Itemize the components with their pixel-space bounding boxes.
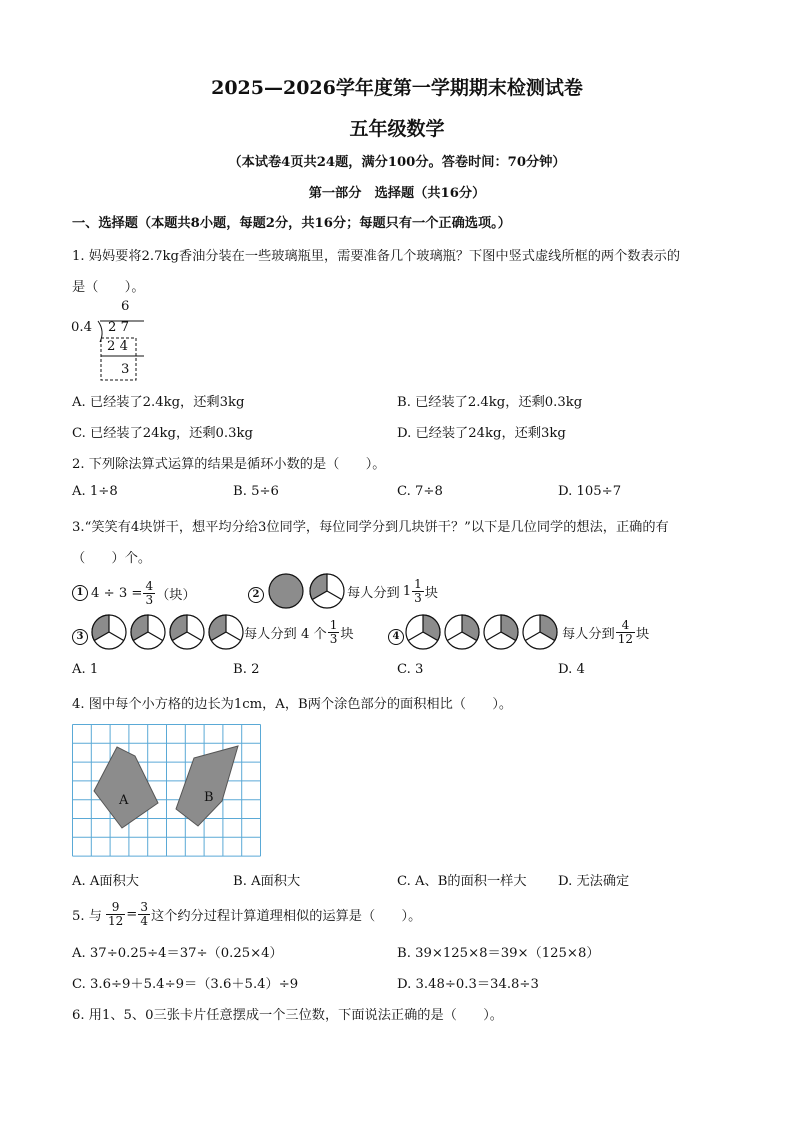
idea-1: [72, 576, 196, 610]
part-heading: 第一部分 选择题（共16分）: [308, 186, 486, 201]
q5-option-b[interactable]: B. 39×125×8＝39×（125×8）: [397, 946, 600, 961]
q3-option-c[interactable]: C. 3: [397, 662, 424, 677]
q2-stem: 2. 下列除法算式运算的结果是循环小数的是（ ）。: [72, 457, 386, 472]
q3-stem-line2: （ ）个。: [72, 551, 152, 566]
division-remainder: 3: [121, 362, 130, 377]
q5-option-d[interactable]: D. 3.48÷0.3＝34.8÷3: [397, 977, 539, 992]
pie-third: [308, 573, 348, 613]
q2-option-d[interactable]: D. 105÷7: [558, 484, 622, 499]
q5-stem: 5. 与 $\frac{9}{12}$ = $\frac{3}{4}$ 这个约分过程计算道理相似的运算是（ ）。: [72, 899, 422, 928]
idea-1-fraction: $\frac{4}{3}$: [145, 578, 154, 607]
shape-a-label: A: [119, 793, 129, 808]
q6-stem: 6. 用1、5、0三张卡片任意摆成一个三位数，下面说法正确的是（ ）。: [72, 1008, 503, 1023]
q1-option-d[interactable]: D. 已经装了24kg，还剩3kg: [397, 426, 566, 441]
q3-option-a[interactable]: A. 1: [72, 662, 99, 677]
idea-3-text: 每人分到 4 个 $\frac{1}{3}$ 块: [244, 617, 354, 646]
q2-option-c[interactable]: C. 7÷8: [397, 484, 443, 499]
q1-option-c[interactable]: C. 已经装了24kg，还剩0.3kg: [72, 426, 253, 441]
idea-4-pies: [404, 614, 564, 654]
idea-2-text: 每人分到 1 $\frac{1}{3}$ 块: [347, 576, 438, 605]
division-divisor: 0.4: [71, 320, 92, 335]
q3-option-d[interactable]: D. 4: [558, 662, 585, 677]
q5-option-c[interactable]: C. 3.6÷9＋5.4÷9＝（3.6＋5.4）÷9: [72, 977, 299, 992]
q2-option-a[interactable]: A. 1÷8: [72, 484, 118, 499]
long-division-figure: [70, 296, 160, 386]
idea-1-expression: 4 ÷ 3 =: [91, 585, 143, 601]
idea-1-number: 1: [72, 585, 88, 601]
whole-circle: [267, 573, 307, 613]
idea-4-number: 4: [388, 629, 404, 645]
q4-option-d[interactable]: D. 无法确定: [558, 874, 630, 889]
idea-3-number: 3: [72, 629, 88, 645]
exam-subtitle: 五年级数学: [349, 118, 445, 140]
q2-option-b[interactable]: B. 5÷6: [233, 484, 279, 499]
q3-stem-line1: 3.“笑笑有4块饼干，想平均分给3位同学，每位同学分到几块饼干？”以下是几位同学的想法，正确的有: [72, 520, 669, 535]
q1-option-a[interactable]: A. 已经装了2.4kg，还剩3kg: [72, 395, 245, 410]
division-quotient: 6: [121, 299, 130, 314]
q3-option-b[interactable]: B. 2: [233, 662, 260, 677]
q4-option-c[interactable]: C. A、B的面积一样大: [397, 874, 527, 889]
section-heading: 一、选择题（本题共8小题，每题2分，共16分；每题只有一个正确选项。）: [72, 216, 511, 231]
idea-4-text: 每人分到 $\frac{4}{12}$ 块: [562, 617, 650, 646]
idea-2-number: 2: [248, 587, 264, 603]
shape-b-label: B: [204, 790, 214, 805]
q1-stem-line1: 1. 妈妈要将2.7kg香油分装在一些玻璃瓶里，需要准备几个玻璃瓶？下图中竖式虚线所框的两个数表示的: [72, 249, 681, 264]
idea-1-unit: （块）: [156, 587, 196, 603]
q1-option-b[interactable]: B. 已经装了2.4kg，还剩0.3kg: [397, 395, 583, 410]
q5-option-a[interactable]: A. 37÷0.25÷4＝37÷（0.25×4）: [72, 946, 283, 961]
q1-stem-line2: 是（ ）。: [72, 280, 145, 295]
grid-figure: [72, 724, 262, 852]
exam-title: 2025—2026学年度第一学期期末检测试卷: [211, 77, 583, 99]
q4-option-a[interactable]: A. A面积大: [72, 874, 139, 889]
division-dividend: 2 7: [108, 320, 129, 335]
idea-3-pies: [90, 614, 250, 654]
q4-option-b[interactable]: B. A面积大: [233, 874, 301, 889]
q4-stem: 4. 图中每个小方格的边长为1cm，A，B两个涂色部分的面积相比（ ）。: [72, 697, 513, 712]
exam-note: （本试卷4页共24题，满分100分。答卷时间：70分钟）: [228, 155, 566, 170]
division-product: 2 4: [107, 339, 128, 354]
